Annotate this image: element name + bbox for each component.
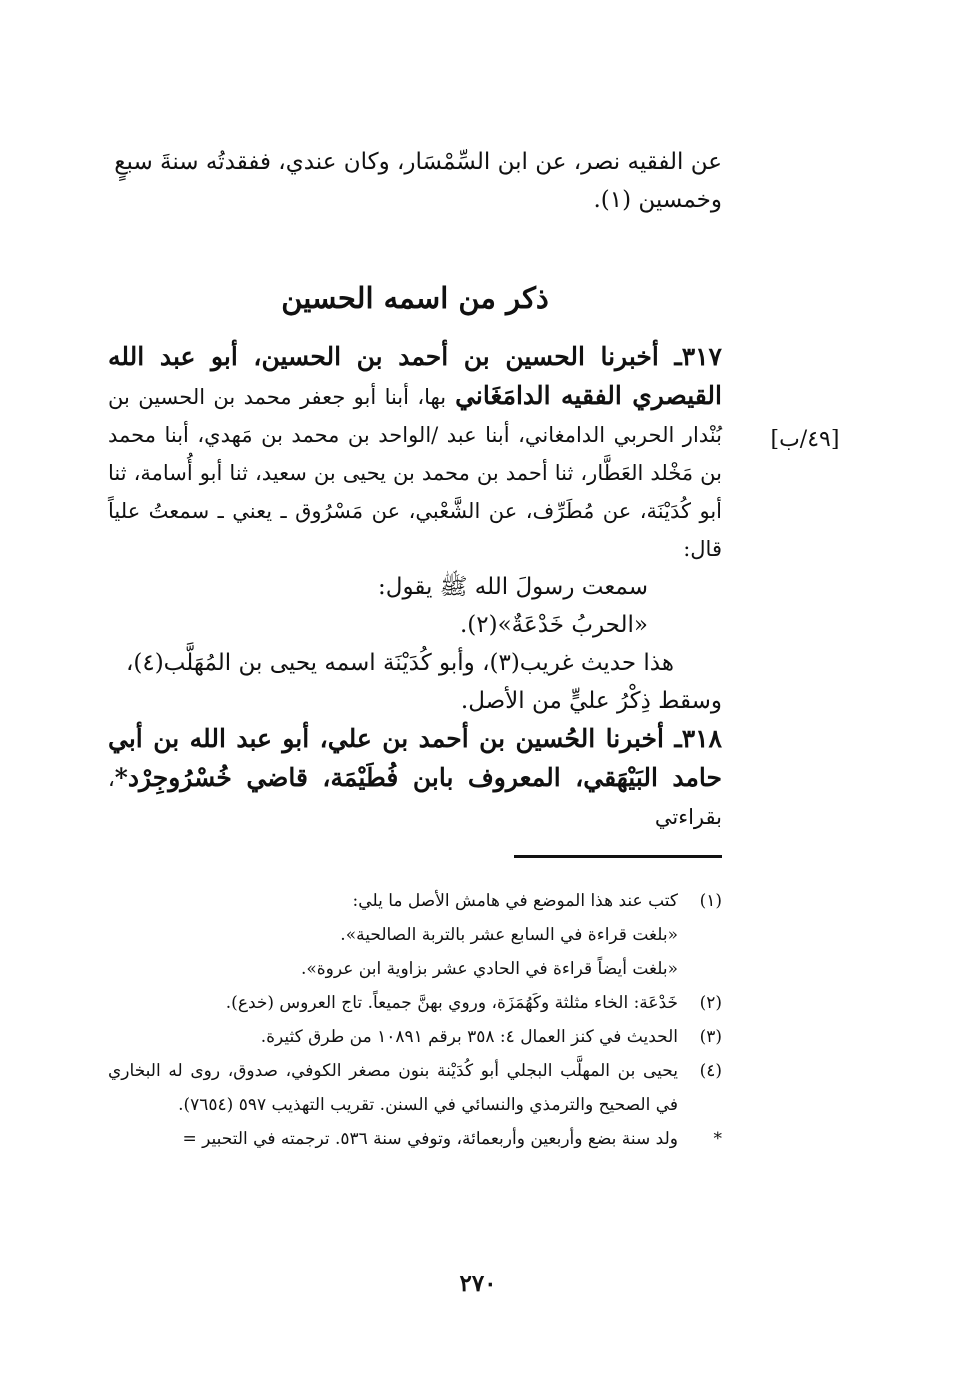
comment-line-1: هذا حديث غريب(٣)، وأبو كُدَيْنَة اسمه يحيى بن المُهَلَّب(٤)، xyxy=(125,650,674,676)
entry-317-head: ٣١٧ـ أخبرنا الحسين بن أحمد بن الحسين، أبو عبد الله القيصري الفقيه الدامَغَاني xyxy=(108,342,722,410)
entry-318-tail: ، بقراءتي xyxy=(108,767,722,829)
intro-line-2: وخمسين (١). xyxy=(593,187,722,213)
page-number: ٢٧٠ xyxy=(459,1270,497,1297)
entries-block xyxy=(108,338,722,836)
comment-line-2: وسقط ذِكْرُ عليٍّ من الأصل. xyxy=(460,688,722,714)
quote-intro: سمعت رسولَ الله ﷺ يقول: xyxy=(378,574,648,600)
footnote-number: (٣) xyxy=(699,1027,722,1047)
footnote xyxy=(108,986,722,1020)
entry-317-text: بها، أبنا أبو جعفر محمد بن الحسين بن بُنْدار الحربي الدامغاني، أبنا عبد /الواحد بن محمد بن مَهدي، أبنا محمد بن مَخْلد العَطَّار، ثنا أحمد بن محمد بن يحيى بن سعيد، ثنا أبو أُسامة، ثنا أبو كُدَيْنَة، عن مُطَرِّف، عن الشَّعْبي، عن مَسْرُوق ـ يعني ـ سمعتُ علياً قال: xyxy=(108,385,722,561)
intro-line-1: عن الفقيه نصر، عن ابن السِّمْسَار، وكان عندي، ففقدتُه سنةَ سبعٍ xyxy=(114,149,722,175)
footnote-number: * xyxy=(713,1129,722,1149)
entry-317 xyxy=(108,338,722,568)
entry-318 xyxy=(108,720,722,836)
footnote xyxy=(108,1054,722,1122)
footnote-text: «بلغت أيضاً قراءة في الحادي عشر بزاوية ابن عروة». xyxy=(300,959,678,979)
footnote xyxy=(108,1020,722,1054)
footnote-text: خَدْعَة: الخاء مثلثة وكَهُمَزَة، وروي بهنَّ جميعاً. تاج العروس (خدع). xyxy=(225,993,678,1013)
section-title: ذكر من اسمه الحسين xyxy=(281,281,549,315)
intro-paragraph xyxy=(108,143,722,219)
footnote-text: كتب عند هذا الموضع في هامش الأصل ما يلي: xyxy=(352,891,678,911)
footnote-text: يحيى بن المهلَّب البجلي أبو كُدَيْنة بنون مصغر الكوفي، صدوق، روى له البخاري في الصحيح والترمذي والنسائي في السنن. تقريب التهذيب ٥٩٧ (٧٦٥٤). xyxy=(108,1061,678,1115)
footnote-number: (٤) xyxy=(699,1061,722,1081)
footnote-text: «بلغت قراءة في السابع عشر بالتربة الصالحية». xyxy=(340,925,678,945)
margin-folio-note: [٤٩/ب] xyxy=(770,427,840,452)
footnote-divider xyxy=(514,855,722,858)
footnote-number: (٢) xyxy=(699,993,722,1013)
footnote xyxy=(108,1122,722,1156)
footnote-text: الحديث في كنز العمال ٤: ٣٥٨ برقم ١٠٨٩١ من طرق كثيرة. xyxy=(260,1027,678,1047)
footnote-text: ولد سنة بضع وأربعين وأربعمائة، وتوفي سنة ٥٣٦. ترجمته في التحبير = xyxy=(182,1129,678,1149)
footnote xyxy=(108,884,722,986)
hadith-quote: «الحربُ خَدْعَةٌ»(٢). xyxy=(459,612,648,638)
footnote-number: (١) xyxy=(699,891,722,911)
entry-318-text: ٣١٨ـ أخبرنا الحُسين بن أحمد بن علي، أبو عبد الله بن أبي حامد البَيْهَقي، المعروف بابن فُطَيْمَة، قاضي خُسْرُوجِرْد* xyxy=(108,724,722,792)
footnotes xyxy=(108,884,722,1156)
